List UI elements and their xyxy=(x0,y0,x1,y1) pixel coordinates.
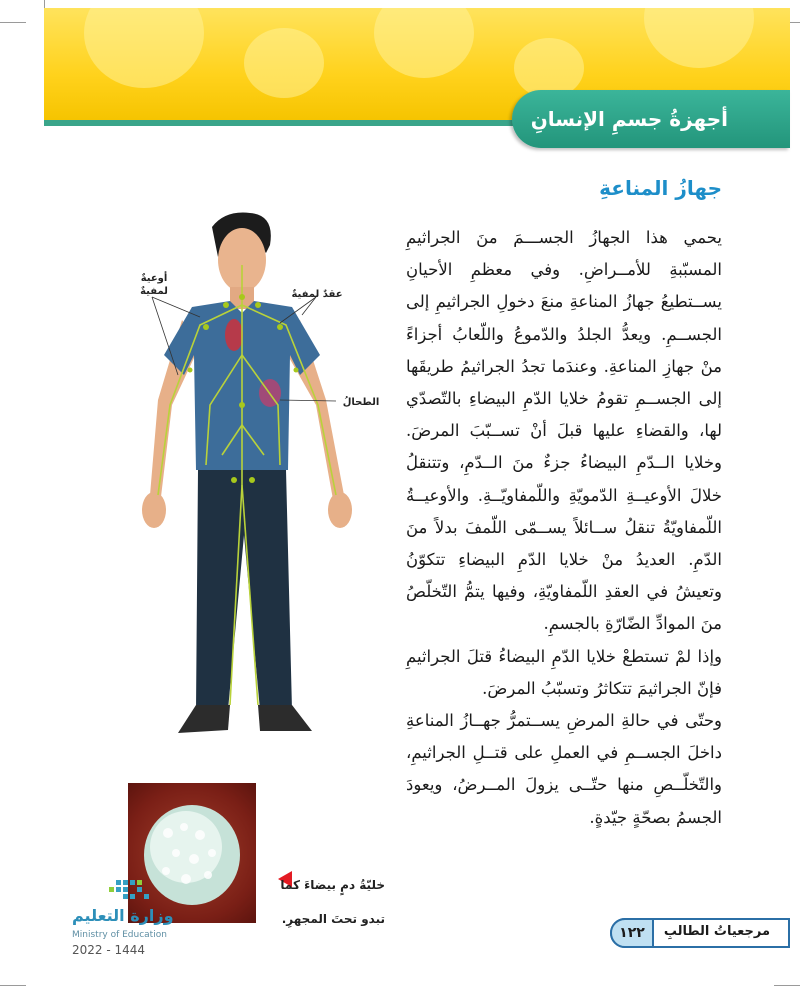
crop-mark xyxy=(0,985,26,986)
crop-mark xyxy=(0,22,26,23)
ministry-name-arabic: وزارة التعليم xyxy=(72,906,174,925)
chapter-title: أجهزةُ جسمِ الإنسانِ xyxy=(530,107,728,131)
page-number: ١٢٢ xyxy=(610,918,654,948)
crop-mark xyxy=(44,0,45,8)
section-heading: جهازُ المناعةِ xyxy=(599,176,722,200)
paragraph: وإذا لمْ تستطعْ خلايا الدّمِ البيضاءُ قتلَ الجراثيمِ فإنّ الجراثيمَ تتكاثرُ وتسبّبُ المرضَ. xyxy=(406,646,722,698)
body-text xyxy=(406,222,722,834)
figure-caption xyxy=(280,868,385,936)
caption-line-1: خليّةُ دمٍ بيضاءَ كما xyxy=(280,878,385,892)
label-spleen: الطحالُ xyxy=(342,397,380,408)
ministry-logo-icon xyxy=(72,878,162,904)
chapter-title-tab xyxy=(512,90,790,148)
paragraph: وحتّى في حالةِ المرضِ يســتمرُّ جهــازُ المناعةِ داخلَ الجســمِ في العملِ على قتــلِ الجراثيمِ، والتّخلّــصِ منها حتّــى يزولَ المــرضُ، ويعودَ الجسمُ بصحّةٍ جيّدةٍ. xyxy=(406,711,722,827)
edition-year: 2022 - 1444 xyxy=(72,943,146,957)
label-lymph-vessels: أوعيةٌ لمفيةٌ xyxy=(140,273,168,297)
crop-mark xyxy=(774,985,800,986)
footer-label: مرجعياتُ الطالبِ xyxy=(663,924,770,939)
paragraph: يحمي هذا الجهازُ الجســـمَ منَ الجراثيمِ المسبّبةِ للأمــراضِ. وفي معظمِ الأحيانِ يســتطيعُ جهازُ المناعةِ منعَ دخولِ الجراثيمِ إلى الجســمِ. ويعدُّ الجلدُ والدّموعُ واللّعابُ أجزاءً منْ جهازِ المناعةِ. وعندَما تجدُ الجراثيمُ طريقَها إلى الجســمِ تقومُ خلايا الدّمِ البيضاءِ بالتّصدّي لها، والقضاءِ عليها قبلَ أنْ تســبّبَ المرضَ. وخلايا الــدّمِ البيضاءُ جزءٌ منَ الــدّمِ، وتتنقلُ خلالَ الأوعيــةِ الدّمويّةِ واللّمفاويّــةِ. والأوعيــةُ اللّمفاويّةُ تنقلُ ســائلاً يســمّى اللّمفَ بدلاً منَ الدّمِ. العديدُ منْ خلايا الدّمِ البيضاءِ تتكوّنُ وتعيشُ في العقدِ اللّمفاويّةِ، وفيها يتمُّ التّخلّصُ منَ الموادِّ الضّارّةِ بالجسمِ. xyxy=(406,228,722,634)
ministry-name-english: Ministry of Education xyxy=(72,930,167,940)
label-lymph-nodes: عقدٌ لمفيةٌ xyxy=(291,289,343,300)
caption-line-2: تبدو تحتَ المجهرِ. xyxy=(281,912,385,926)
